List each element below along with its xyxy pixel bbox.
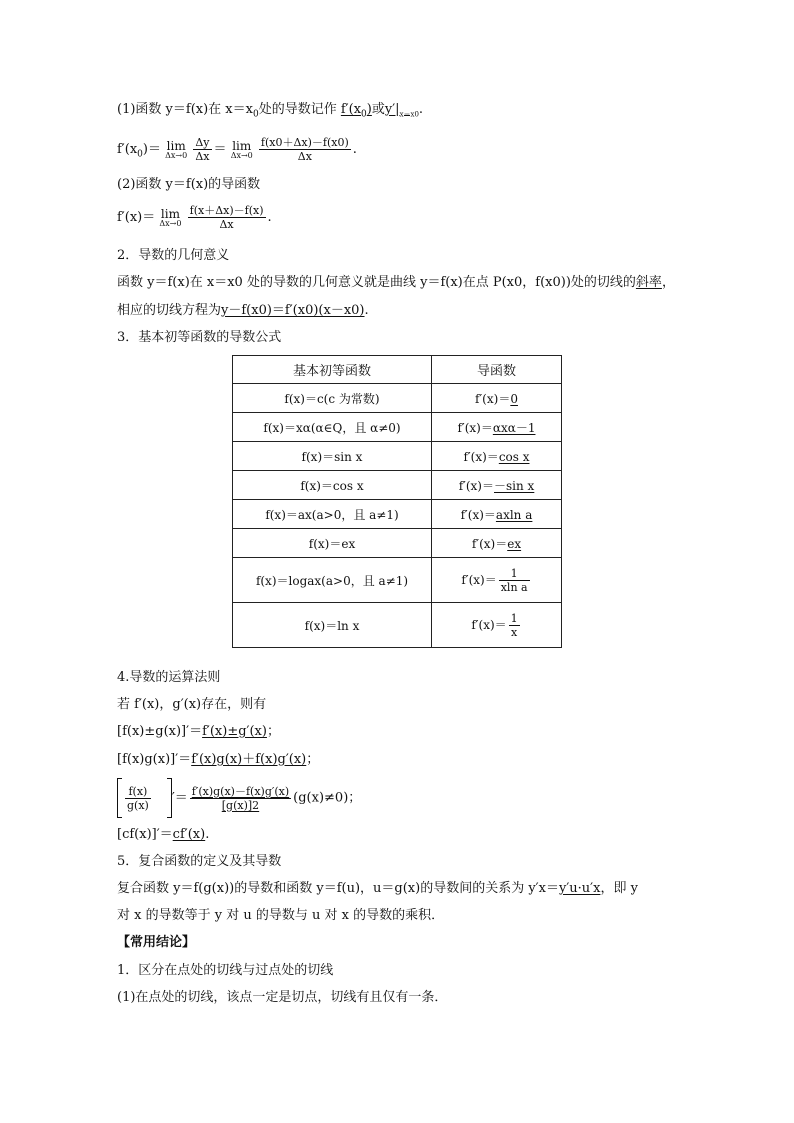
table-cell: f(x)＝ex (233, 529, 432, 558)
section-heading: 2．导数的几何意义 (117, 248, 230, 263)
answer-blank: f′(x)g(x)＋f(x)g′(x) (191, 752, 307, 767)
fraction: $\frac{1}{x}$ (510, 611, 518, 639)
table-header-row (233, 356, 562, 384)
paragraph-line: 1．区分在点处的切线与过点处的切线 (117, 963, 334, 978)
paragraph-line: 复合函数 y＝f(g(x))的导数和函数 y＝f(u)，u＝g(x)的导数间的关系为 y′x＝y′u·u′x，即 y (117, 881, 638, 896)
answer-blank: y′u·u′x (558, 881, 601, 896)
answer-blank: 斜率 (635, 275, 662, 290)
paragraph-line: 相应的切线方程为y－f(x0)＝f′(x0)(x－x0). (117, 303, 369, 318)
definition-line (117, 100, 423, 125)
fraction: $\frac{f(x0+\Delta x)-f(x0)}{\Delta x}$ (260, 136, 349, 163)
table-cell: f′(x)＝ $\frac{1}{x}$ (432, 603, 562, 648)
rule-line: [f(x)±g(x)]′＝f′(x)±g′(x)； (117, 724, 280, 739)
derived-function-formula: f′(x)＝ lim Δx→0 $\frac{f(x+\Delta x)-f(x)}{\Delta x}$ . (117, 204, 272, 231)
rule-line: [cf(x)]′＝cf′(x). (117, 827, 210, 842)
table-row (233, 384, 562, 413)
answer-fraction: $\frac{f'(x)g(x)-f(x)g'(x)}{[g(x)]2}$ (191, 784, 290, 812)
derivative-at-point-formula: $f'(x_0)= \lim$ Δx→0 $\frac{\Delta y}{\Delta x}$ ＝ lim Δx→0 $\frac{f(x0+\Delta x)-f(x0)}{\Delta x}$ . (117, 136, 357, 163)
table-row (233, 529, 562, 558)
derived-function-line: (2)函数 y＝f(x)的导函数 (117, 177, 261, 192)
limit: lim Δx→0 (159, 206, 182, 228)
paragraph-line: (1)在点处的切线，该点一定是切点，切线有且仅有一条． (117, 990, 448, 1005)
table-cell: f′(x)＝cos x (432, 442, 562, 471)
paragraph-line: 若 f′(x)，g′(x)存在，则有 (117, 697, 267, 712)
paragraph-line: 函数 y＝f(x)在 x＝x0 处的导数的几何意义就是曲线 y＝f(x)在点 P(x0，f(x0))处的切线的斜率， (117, 275, 675, 290)
fraction: $\frac{\Delta y}{\Delta x}$ (195, 136, 210, 163)
table-cell: f′(x)＝－sin x (432, 471, 562, 500)
fraction: $\frac{f(x)}{g(x)}$ (127, 784, 149, 812)
table-cell: f(x)＝ax(a>0，且 a≠1) (233, 500, 432, 529)
derivative-table (232, 355, 562, 648)
table-header: 导函数 (432, 356, 562, 384)
quotient-rule-line: $\frac{f(x)}{g(x)}$ ′＝ $\frac{f'(x)g(x)-f(x)g'(x)}{[g(x)]2}$ (g(x)≠0)； (117, 778, 361, 818)
answer-blank: f′(x)±g′(x) (202, 724, 267, 739)
table-cell: f′(x)＝αxα－1 (432, 413, 562, 442)
table-row (233, 413, 562, 442)
text: 处的导数记作 (258, 102, 337, 117)
section-heading: 4.导数的运算法则 (117, 670, 221, 685)
limit: lim Δx→0 (165, 138, 188, 160)
answer-blank: cf′(x) (172, 827, 206, 842)
table-row (233, 442, 562, 471)
text: (1)函数 y＝f(x)在 x＝x (117, 102, 253, 117)
section-heading: 3．基本初等函数的导数公式 (117, 330, 282, 345)
table-cell: f(x)＝c(c 为常数) (233, 384, 432, 413)
table-cell: f(x)＝ln x (233, 603, 432, 648)
rule-line: [f(x)g(x)]′＝f′(x)g(x)＋f(x)g′(x)； (117, 752, 320, 767)
table-cell: f′(x)＝axln a (432, 500, 562, 529)
table-cell: f′(x)＝ $\frac{1}{\text{xln a}}$ (432, 558, 562, 603)
section-heading: 5．复合函数的定义及其导数 (117, 854, 282, 869)
table-row (233, 500, 562, 529)
paragraph-line: 对 x 的导数等于 y 对 u 的导数与 u 对 x 的导数的乘积． (117, 908, 445, 923)
table-cell: f′(x)＝0 (432, 384, 562, 413)
table-row (233, 558, 562, 603)
text: . (418, 102, 424, 117)
subscript: 0 (252, 109, 259, 120)
fraction: $\frac{f(x+\Delta x)-f(x)}{\Delta x}$ (189, 204, 264, 231)
table-cell: f(x)＝cos x (233, 471, 432, 500)
table-cell: f(x)＝xα(α∈Q，且 α≠0) (233, 413, 432, 442)
text: 或 (371, 102, 385, 117)
table-header: 基本初等函数 (233, 356, 432, 384)
answer-blank: y－f(x0)＝f′(x0)(x－x0) (221, 303, 365, 318)
limit: lim Δx→0 (230, 138, 253, 160)
table-row (233, 603, 562, 648)
fraction: $\frac{1}{\text{xln a}}$ (500, 566, 528, 594)
left-bracket (117, 778, 122, 818)
table-cell: f(x)＝sin x (233, 442, 432, 471)
table-row (233, 471, 562, 500)
answer-blank: $y'|_{x=x0}$ (384, 102, 419, 119)
table-cell: f′(x)＝ex (432, 529, 562, 558)
table-cell: f(x)＝logax(a>0，且 a≠1) (233, 558, 432, 603)
answer-blank: $f'(x_0)$ (340, 102, 372, 120)
section-heading: 【常用结论】 (117, 935, 196, 950)
